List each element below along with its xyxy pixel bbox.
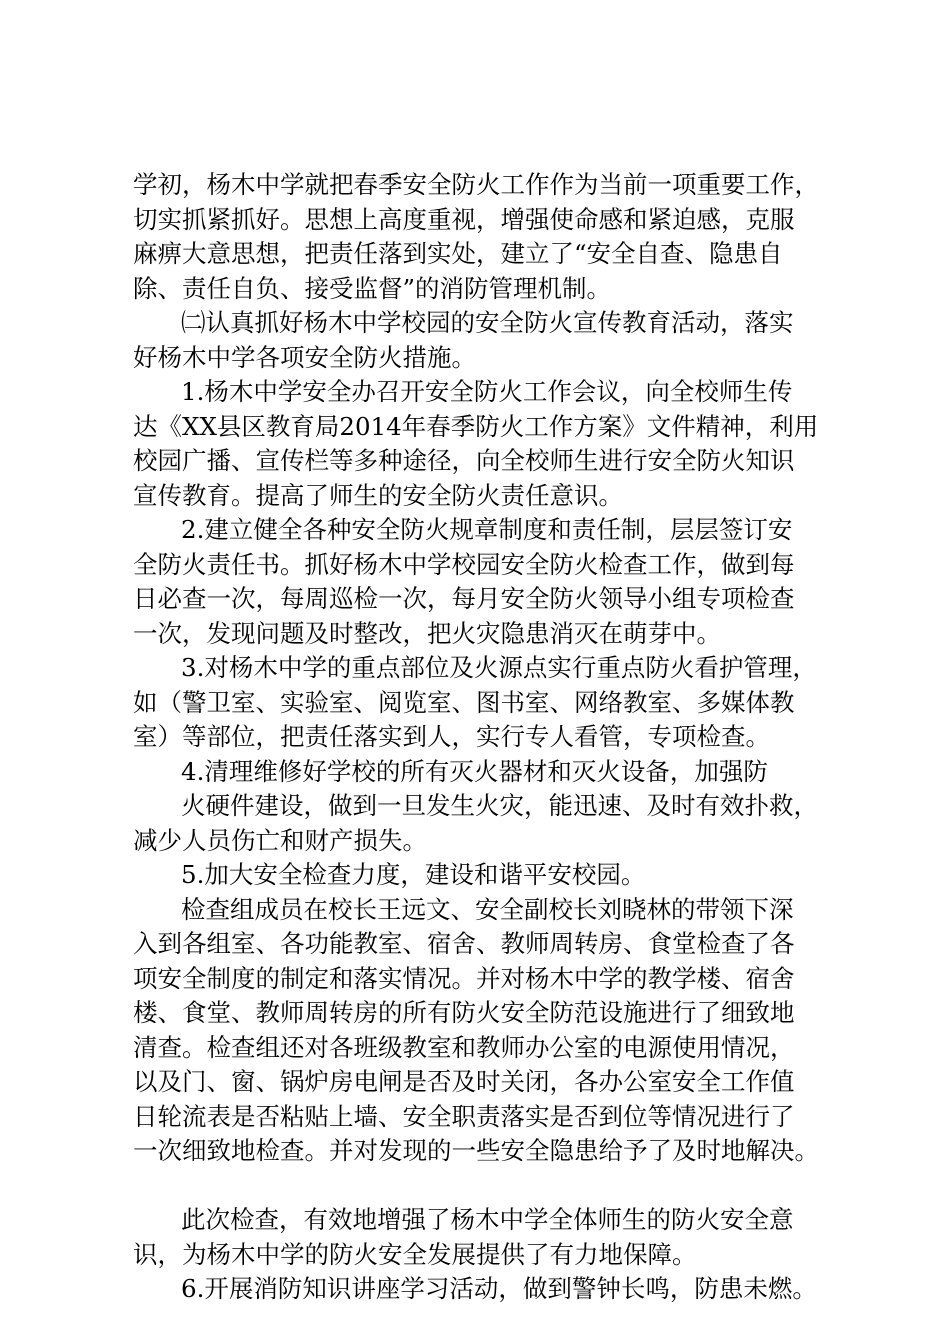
text-line: 入到各组室、各功能教室、宿舍、教师周转房、食堂检查了各 [133, 929, 795, 958]
text-line: 一次细致地检查。并对发现的一些安全隐患给予了及时地解决。 [133, 1136, 819, 1165]
text-line: 识，为杨木中学的防火安全发展提供了有力地保障。 [133, 1239, 697, 1269]
text-line: 6.开展消防知识讲座学习活动，做到警钟长鸣，防患未燃。 [181, 1274, 817, 1303]
text-line: 麻痹大意思想，把责任落到实处，建立了“安全自查、隐患自 [133, 239, 783, 268]
paragraph-gap [133, 1169, 853, 1204]
text-line: 5.加大安全检查力度，建设和谐平安校园。 [181, 860, 646, 889]
text-line: 日必查一次，每周巡检一次，每月安全防火领导小组专项检查 [133, 584, 795, 613]
text-line: 日轮流表是否粘贴上墙、安全职责落实是否到位等情况进行了 [133, 1101, 795, 1131]
text-line: 清查。检查组还对各班级教室和教师办公室的电源使用情况， [133, 1032, 795, 1062]
text-line: 好杨木中学各项安全防火措施。 [133, 342, 476, 372]
text-line: 此次检查，有效地增强了杨木中学全体师生的防火安全意 [181, 1205, 794, 1234]
text-line: 全防火责任书。抓好杨木中学校园安全防火检查工作，做到每 [133, 549, 795, 579]
text-line: 除、责任自负、接受监督”的消防管理机制。 [133, 273, 612, 303]
text-line: 2.建立健全各种安全防火规章制度和责任制，层层签订安 [181, 515, 793, 544]
text-line: 检查组成员在校长王远文、安全副校长刘晓林的带领下深 [181, 894, 794, 924]
text-line: 项安全制度的制定和落实情况。并对杨木中学的教学楼、宿舍 [133, 963, 795, 993]
text-line: 以及门、窗、锅炉房电闸是否及时关闭，各办公室安全工作值 [133, 1067, 795, 1096]
text-line: 校园广播、宣传栏等多种途径，向全校师生进行安全防火知识 [133, 446, 795, 475]
text-line: 学初，杨木中学就把春季安全防火工作作为当前一项重要工作， [133, 170, 819, 199]
text-line: 如（警卫室、实验室、阅览室、图书室、网络教室、多媒体教 [133, 687, 795, 717]
text-line: 切实抓紧抓好。思想上高度重视，增强使命感和紧迫感，克服 [133, 204, 795, 234]
text-line: 楼、食堂、教师周转房的所有防火安全防范设施进行了细致地 [133, 998, 795, 1027]
text-line: 4.清理维修好学校的所有灭火器材和灭火设备，加强防 [181, 756, 768, 786]
text-line: 1.杨木中学安全办召开安全防火工作会议，向全校师生传 [181, 377, 793, 406]
text-line: 火硬件建设，做到一旦发生火灾，能迅速、及时有效扑救， [181, 791, 818, 820]
text-line: 宣传教育。提高了师生的安全防火责任意识。 [133, 480, 623, 510]
text-line: 一次，发现问题及时整改，把火灾隐患消灭在萌芽中。 [133, 618, 721, 648]
text-line: 减少人员伤亡和财产损失。 [133, 825, 427, 855]
text-line: ㈡认真抓好杨木中学校园的安全防火宣传教育活动，落实 [181, 308, 794, 337]
document-body [133, 168, 853, 1307]
text-line: 室）等部位，把责任落实到人，实行专人看管，专项检查。 [133, 722, 770, 751]
text-line: 达《XX县区教育局2014年春季防火工作方案》文件精神，利用 [133, 411, 819, 441]
text-line: 3.对杨木中学的重点部位及火源点实行重点防火看护管理， [181, 653, 817, 682]
